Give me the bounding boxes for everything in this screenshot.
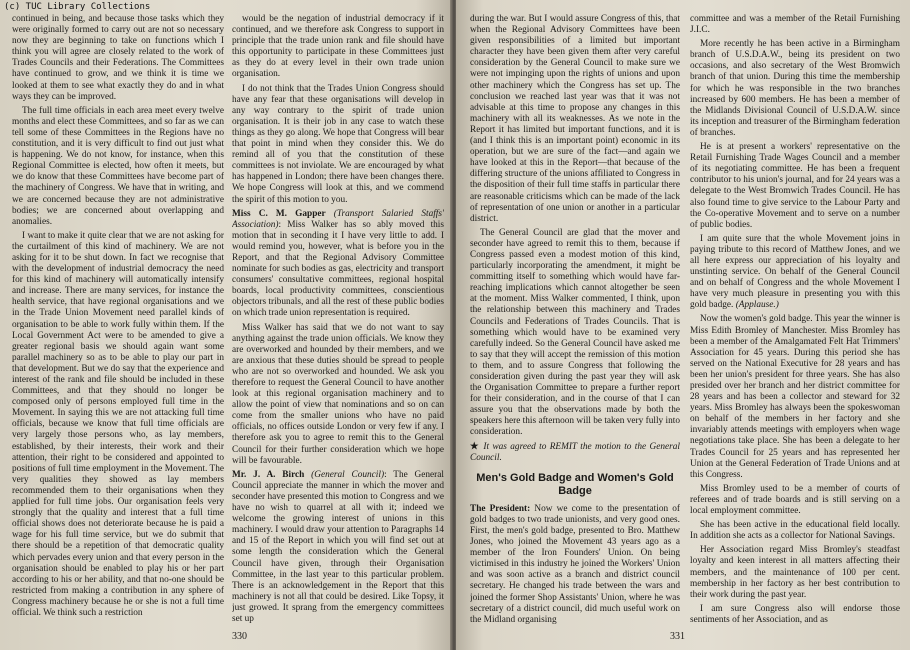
paragraph: would be the negation of industrial democracy if it continued, and we therefore ask Congress to support in principle that the trade union rank and file should have this opportunity to participate in these Committees just as they do at every level in their own trade union organisation. bbox=[232, 14, 444, 80]
motion-text: It was agreed to REMIT the motion to the General Council. bbox=[470, 441, 680, 463]
speech-president bbox=[470, 504, 680, 624]
left-page bbox=[0, 0, 452, 650]
paragraph: continued in being, and because those tasks which they were originally formed to carry out are not so necessary now they are beginning to take on functions which I think you will agree are closely related to the work of Trades Councils and their Federations. The Committees have continued to grow, and we think it is time we looked at them to see what exactly they do and in what ways they can be improved. bbox=[12, 14, 224, 102]
paragraph bbox=[690, 234, 900, 312]
paragraph: I want to make it quite clear that we are not asking for the curtailment of this kind of machinery. We are not asking for it to be shut down. In fact we recognise that with the development of industrial democracy the need for this kind of machinery will automatically intensify and increase. There are many services, for instance the health service, that have regional organisations and we in the Trade Union Movement need parallel kinds of organisation to be able to work fully within them. If the Local Government Act were to be amended to give a greater regional basis we should again want some parallel machinery so as to be able to play our part in that development. But we do say that the experience and interest of the rank and file should be included in these Committees, and that they should no longer be composed only of persons employed full time in the Movement. In saying this we are not attacking full time officials, because we know that full time officials are very largely those persons who, as lay members, established, by their interests, their work and their attention, their right to be considered and appointed to positions of full time employment in the Movement. The very qualities they showed as lay members recommended them to their organisations when they applied for full time jobs. Our organisation feels very strongly that the quality and interest that a full time official shows does not deteriorate because he is paid a wage for his full time service, but we do submit that there should be a repetition of that democratic quality which pervades every union and that every person in the organisation should be enabled to play his or her part according to his or her ability, and that no-one should be restricted from making a contribution in any sphere of Congress machinery because he or she is not a full time official. We think such a restriction bbox=[12, 230, 224, 618]
paragraph: He is at present a workers' representative on the Retail Furnishing Trade Wages Council and a member of its negotiating committee. He has been a frequent contributor to his union's journal, and for 24 years was a delegate to the West Bromwich Trades Council. He has also found time to give service to the Labour Party and the Co-operative Movement and to serve on a number of public bodies. bbox=[690, 142, 900, 230]
speaker-name: Miss C. M. Gapper bbox=[232, 208, 326, 219]
paragraph: Now the women's gold badge. This year the winner is Miss Edith Bromley of Manchester. Miss Bromley has been a member of the Amalgamated Felt Hat Trimmers' Association for 45 years. During this period she has served on the National Executive for 28 years and has been her union's president for three years. She has also presided over her branch and her district committee for 28 years and has been a collector and steward for 32 years. Miss Bromley has always been the spokeswoman on behalf of the members in her factory and she invariably attends meetings with employers when wage negotiations take place. She has been a delegate to her Trades Council for 25 years and has represented her Union at the General Federation of Trade Unions and at this Congress. bbox=[690, 314, 900, 480]
speech-gapper bbox=[232, 209, 444, 320]
copyright-watermark: (c) TUC Library Collections bbox=[4, 2, 151, 12]
speech-birch bbox=[232, 470, 444, 624]
page-number-left: 330 bbox=[232, 631, 247, 642]
motion-result bbox=[470, 442, 680, 464]
paragraph: Miss Walker has said that we do not want to say anything against the trade union officials. We know they are overworked and hounded by their members, and we are anxious that these duties should be spread to people who are not so overworked and hounded. We ask you therefore to request the General Council to have another look at this regional organisation machinery and to allow the point of view that nominations and so on can come from the smaller unions who have no paid officials, no offices outside London or very few if any. I therefore ask you to agree to remit this to the General Council for their further consideration which we hope will be favourable. bbox=[232, 322, 444, 466]
paragraph: Miss Bromley used to be a member of courts of referees and of trade boards and is still serving on a local employment committee. bbox=[690, 483, 900, 517]
page-number-right: 331 bbox=[670, 631, 685, 642]
speech-text: : Miss Walker has so ably moved this motion that in seconding it I have very little to add. I would remind you, however, what is before you in the Report, and that the Regional Advisory Committee nominate for such bodies as gas, electricity and transport consumers' consultative committees, regional hospital boards, local productivity committees, conscientious objectors tribunals, and all the rest of these public bodies on which trade union representation is required. bbox=[232, 219, 444, 319]
speaker-organisation: (Transport Salaried Staffs' Association) bbox=[232, 208, 444, 230]
star-icon: ★ bbox=[470, 441, 480, 452]
paragraph: The General Council are glad that the mover and seconder have agreed to remit this to them, because if Congress passed even a modest motion of this kind, particularly incorporating the amendment, it might be committing itself to something which would have far-reaching implications which cannot altogether be seen at the moment. Miss Walker commented, I think, upon the relationship between this machinery and Trades Councils and Federations of Trades Councils. That is something which would have to be examined very carefully indeed. So the General Council have asked me to say that they will accept the remission of this motion to them, and to assure Congress that following the consideration given during the past year they will ask the Organisation Committee to prepare a further report for their consideration, and in the course of that I can assure you that the observations made by both the speakers here this afternoon will be taken very fully into consideration. bbox=[470, 227, 680, 438]
paragraph: I do not think that the Trades Union Congress should have any fear that these organisations will develop in any way contrary to the spirit of trade union organisation. It is their job in any case to watch these things as they go along. We hope that Congress will bear that point in mind when they consider this. We do remind all of you that the constitution of these committees is not inviolate. We are encouraged by what has happened in London; there have been changes there. We hope Congress will look at this, and we commend the spirit of this motion to you. bbox=[232, 83, 444, 205]
paragraph: Her Association regard Miss Bromley's steadfast loyalty and keen interest in all matters affecting their members, and the maintenance of 100 per cent. membership in her factory as her best contribution to their work during the past year. bbox=[690, 545, 900, 600]
speech-text: : The General Council appreciate the manner in which the mover and seconder have presented this motion to Congress and we have no wish to quarrel at all with it; indeed we welcome the growing interest of unions in this machinery. I would draw your attention to Paragraphs 14 and 15 of the Report in which you will find set out at some length the consideration which the General Council have given, through their Organisation Committee, in the last year to this particular problem. There is an acknowledgement in the Report that this machinery is not all that could be desired. Like Topsy, it just growed. It sprang from the emergency committees set up bbox=[232, 469, 444, 624]
left-page-column-2 bbox=[232, 14, 444, 624]
paragraph: I am sure Congress also will endorse those sentiments of her Association, and as bbox=[690, 603, 900, 624]
paragraph: during the war. But I would assure Congress of this, that when the Regional Advisory Committees have been given responsibilities of a limited but important character they have been given them after very careful consideration by the General Council to make sure we were not impinging upon the rights of unions and upon other machinery which the Congress has set up. The conclusion we reached last year was that it was not advisable at this time to propose any changes in this machinery with all its weaknesses. As we note in the Report it has limited but important functions, and it is (and I think this is an important point) economic in its operation, but we are sure of the fact—and again we have looked at this in the Report—that because of the differing structure of the unions affiliated to Congress in the disposition of their full time staffs in particular there are reasonable criticisms which can be made of the lack of representation of one union or another in a particular district. bbox=[470, 14, 680, 224]
right-page-column-2 bbox=[690, 14, 900, 624]
paragraph: She has been active in the educational field locally. In addition she acts as a collector for National Savings. bbox=[690, 520, 900, 542]
speaker-organisation: (General Council) bbox=[311, 469, 385, 480]
speaker-name: The President: bbox=[470, 503, 531, 514]
applause-note: (Applause.) bbox=[735, 300, 779, 311]
paragraph: More recently he has been active in a Birmingham branch of U.S.D.A.W., being its president on two occasions, and also secretary of the West Bromwich branch of that union. During this time the membership for which he was responsible in the two branches increased by 600 members. He has been a member of the Midlands Divisional Council of U.S.D.A.W. since its inception and treasurer of the Birmingham federation of branches. bbox=[690, 39, 900, 138]
speaker-name: Mr. J. A. Birch bbox=[232, 469, 305, 480]
speech-text: Now we come to the presentation of gold badges to two trade unionists, and very good ones. First, the men's gold badge, presented to Bro. Matthew Jones, who joined the Movement 43 years ago as a member of the Iron Founders' Union. On being victimised in this industry he joined the Workers' Union and was soon active as a branch and district council secretary. He changed his trade between the wars and joined the former Shop Assistants' Union, where he was secretary of a district council, did much useful work on the Midland organising bbox=[470, 503, 680, 624]
left-page-column-1 bbox=[12, 14, 224, 624]
paragraph: committee and was a member of the Retail Furnishing J.I.C. bbox=[690, 14, 900, 36]
paragraph-text: I am quite sure that the whole Movement joins in paying tribute to this record of Matthew Jones, and we all here express our appreciation of his loyalty and unstinting service. On behalf of the General Council and on behalf of Congress and the whole Movement I have very much pleasure in presenting you with this gold badge. bbox=[690, 233, 900, 311]
section-heading: Men's Gold Badge and Women's Gold Badge bbox=[476, 471, 674, 497]
paragraph: The full time officials in each area meet every twelve months and elect these Committees, and so far as we can tell some of these Committees in the Regions have no constitution, and it is very difficult to find out just what is happening. We do not know, for instance, when this Regional Committee is elected, how often it meets, but we do know that these Committees have become part of the machinery of Congress. We have that in writing, and we are concerned because they are not administrative bodies; we are concerned about overlapping and anomalies. bbox=[12, 105, 224, 227]
right-page-column-1 bbox=[470, 14, 680, 624]
right-page bbox=[456, 0, 910, 650]
